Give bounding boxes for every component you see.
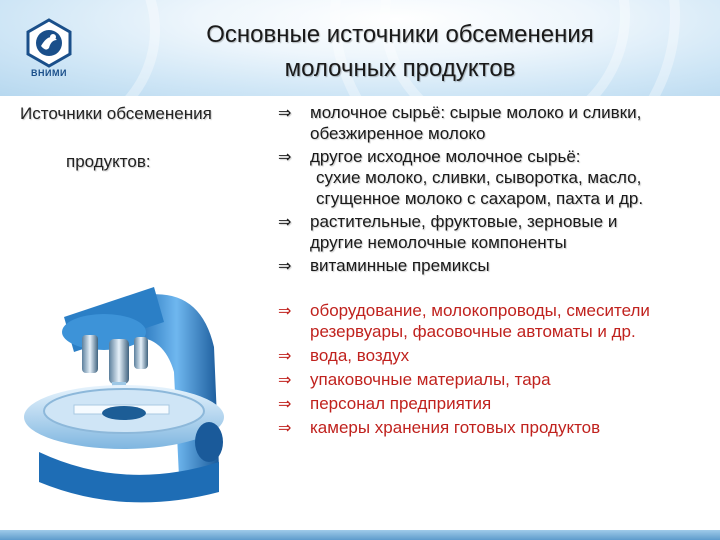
list-item-text: другое исходное молочное сырьё: bbox=[310, 147, 581, 166]
list-item-text: другие немолочные компоненты bbox=[310, 233, 567, 252]
list-item-text: сгущенное молоко с сахаром, пахта и др. bbox=[316, 189, 644, 208]
footer-bar bbox=[0, 530, 720, 540]
list-item bbox=[276, 146, 716, 209]
logo-text: ВНИМИ bbox=[31, 68, 67, 78]
list-item-text: растительные, фруктовые, зерновые и bbox=[310, 212, 618, 231]
list-item-text: витаминные премиксы bbox=[310, 256, 490, 275]
list-item bbox=[276, 211, 716, 253]
list-item-text: резервуары, фасовочные автоматы и др. bbox=[310, 322, 636, 341]
arrow-icon: ⇒ bbox=[278, 370, 292, 389]
list-item-text: сухие молоко, сливки, сыворотка, масло, bbox=[316, 168, 642, 187]
list-item-text: вода, воздух bbox=[310, 346, 410, 365]
title-line-1: Основные источники обсеменения bbox=[206, 21, 594, 48]
list-item bbox=[276, 345, 716, 366]
microscope-icon bbox=[14, 277, 234, 513]
arrow-icon: ⇒ bbox=[278, 418, 292, 437]
raw-material-sources-list bbox=[276, 102, 716, 278]
sources-label-line-2: продуктов: bbox=[66, 152, 151, 171]
list-item-text: персонал предприятия bbox=[310, 394, 492, 413]
list-item bbox=[276, 417, 716, 438]
arrow-icon: ⇒ bbox=[278, 147, 292, 166]
vnimi-logo-icon bbox=[24, 18, 74, 84]
arrow-icon: ⇒ bbox=[278, 212, 292, 231]
list-item bbox=[276, 102, 716, 144]
list-item-text: молочное сырьё: сырые молоко и сливки, bbox=[310, 103, 642, 122]
header-banner bbox=[0, 0, 720, 96]
list-item-text: обезжиренное молоко bbox=[310, 124, 486, 143]
list-item bbox=[276, 300, 716, 342]
page-title bbox=[100, 18, 700, 86]
list-item-text: камеры хранения готовых продуктов bbox=[310, 418, 601, 437]
arrow-icon: ⇒ bbox=[278, 256, 292, 275]
title-line-2: молочных продуктов bbox=[284, 55, 516, 82]
equipment-sources-list bbox=[276, 300, 716, 441]
arrow-icon: ⇒ bbox=[278, 394, 292, 413]
sources-label bbox=[20, 102, 270, 174]
list-item bbox=[276, 393, 716, 414]
sources-label-line-1: Источники обсеменения bbox=[20, 104, 212, 123]
arrow-icon: ⇒ bbox=[278, 103, 292, 122]
arrow-icon: ⇒ bbox=[278, 301, 292, 320]
arrow-icon: ⇒ bbox=[278, 346, 292, 365]
list-item bbox=[276, 369, 716, 390]
list-item-text: оборудование, молокопроводы, смесители bbox=[310, 301, 650, 320]
list-item bbox=[276, 255, 716, 276]
list-item-text: упаковочные материалы, тара bbox=[310, 370, 551, 389]
